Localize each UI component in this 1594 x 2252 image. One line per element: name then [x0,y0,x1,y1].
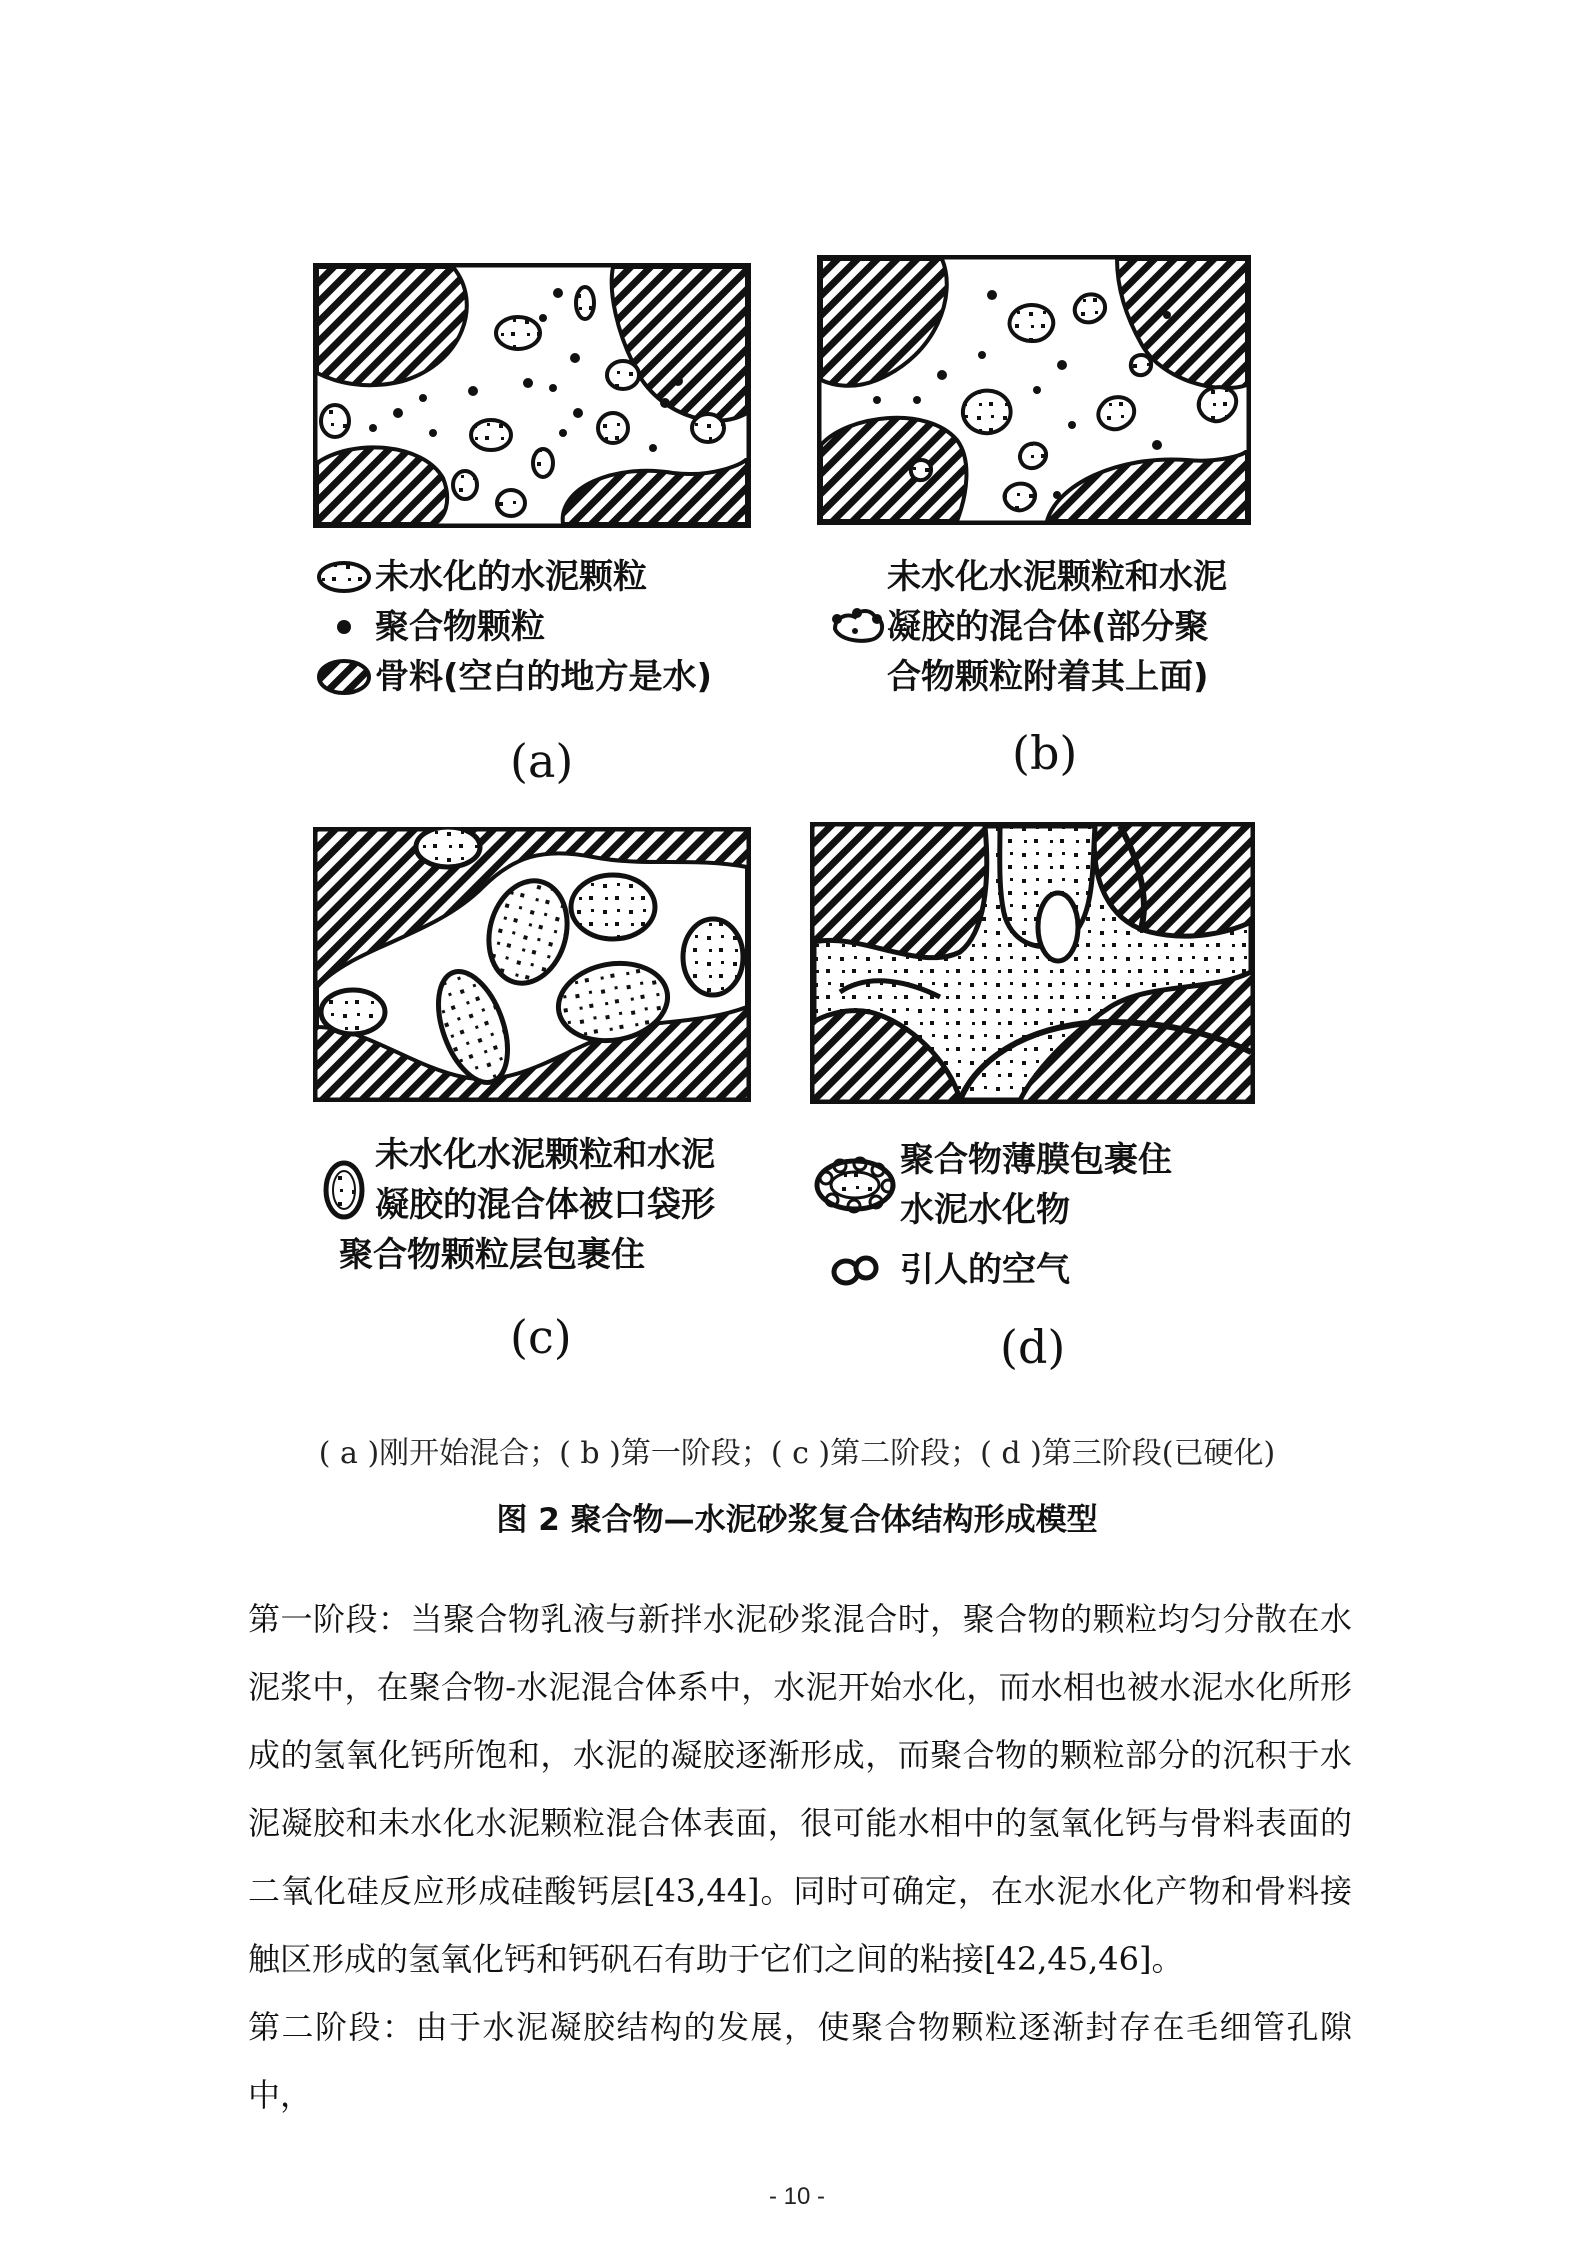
panel-c-label: (c) [510,1310,572,1364]
legend-text: 引人的空气 [900,1250,1070,1290]
legend-text: 未水化的水泥颗粒 [375,557,647,597]
page-number: - 10 - [768,2183,825,2210]
panel-a-legend [313,552,712,702]
legend-text: 骨料(空白的地方是水) [375,657,713,697]
panel-b-legend [825,552,1227,702]
legend-item [313,602,712,652]
panel-d-legend [810,1135,1172,1295]
panel-c-diagram [313,827,751,1102]
panel-b-diagram [817,255,1251,525]
legend-item [810,1135,1172,1235]
legend-item [313,552,712,602]
polymer-dot-icon [313,602,375,652]
legend-text-line: 合物颗粒附着其上面) [887,657,1209,697]
figure-subcaption: ( a )刚开始混合；( b )第一阶段；( c )第二阶段；( d )第三阶段(已硬化) [318,1436,1276,1471]
legend-text-line: 聚合物薄膜包裹住 [900,1140,1172,1180]
cement-particle-icon [313,552,375,602]
panel-a-label: (a) [510,734,574,788]
paragraph: 第一阶段：当聚合物乳液与新拌水泥砂浆混合时，聚合物的颗粒均匀分散在水泥浆中，在聚合物-水泥混合体系中，水泥开始水化，而水相也被水泥水化所形成的氢氧化钙所饱和，水泥的凝胶逐渐形成，而聚合物的颗粒部分的沉积于水泥凝胶和未水化水泥颗粒混合体表面，很可能水相中的氢氧化钙与骨料表面的二氧化硅反应形成硅酸钙层[43,44]。同时可确定，在水泥水化产物和骨料接触区形成的氢氧化钙和钙矾石有助于它们之间的粘接[42,45,46]。 [248,1600,1352,1978]
panel-d-label: (d) [1000,1320,1066,1374]
legend-text-line: 凝胶的混合体(部分聚 [887,607,1209,647]
panel-d-diagram [810,822,1255,1104]
legend-text-line: 水泥水化物 [900,1190,1070,1230]
polymer-film-icon [810,1135,900,1235]
figure-caption: 图 2 聚合物—水泥砂浆复合体结构形成模型 [496,1502,1098,1538]
legend-item [313,1130,715,1280]
gel-mixture-icon [825,552,887,702]
legend-text: 聚合物颗粒 [375,607,545,647]
body-text [248,1585,1352,2129]
aggregate-icon [313,652,375,702]
paragraph: 第二阶段：由于水泥凝胶结构的发展，使聚合物颗粒逐渐封存在毛细管孔隙中， [248,2008,1352,2114]
legend-item [825,552,1227,702]
legend-item [810,1245,1172,1295]
legend-item [313,652,712,702]
legend-text-line: 聚合物颗粒层包裹住 [339,1235,645,1275]
panel-c-legend [313,1130,715,1280]
panel-b-label: (b) [1012,726,1078,780]
panel-a-diagram [313,263,751,528]
legend-text-line: 未水化水泥颗粒和水泥 [375,1135,715,1175]
air-bubble-icon [810,1245,900,1295]
legend-text-line: 凝胶的混合体被口袋形 [375,1185,715,1225]
legend-text-line: 未水化水泥颗粒和水泥 [887,557,1227,597]
